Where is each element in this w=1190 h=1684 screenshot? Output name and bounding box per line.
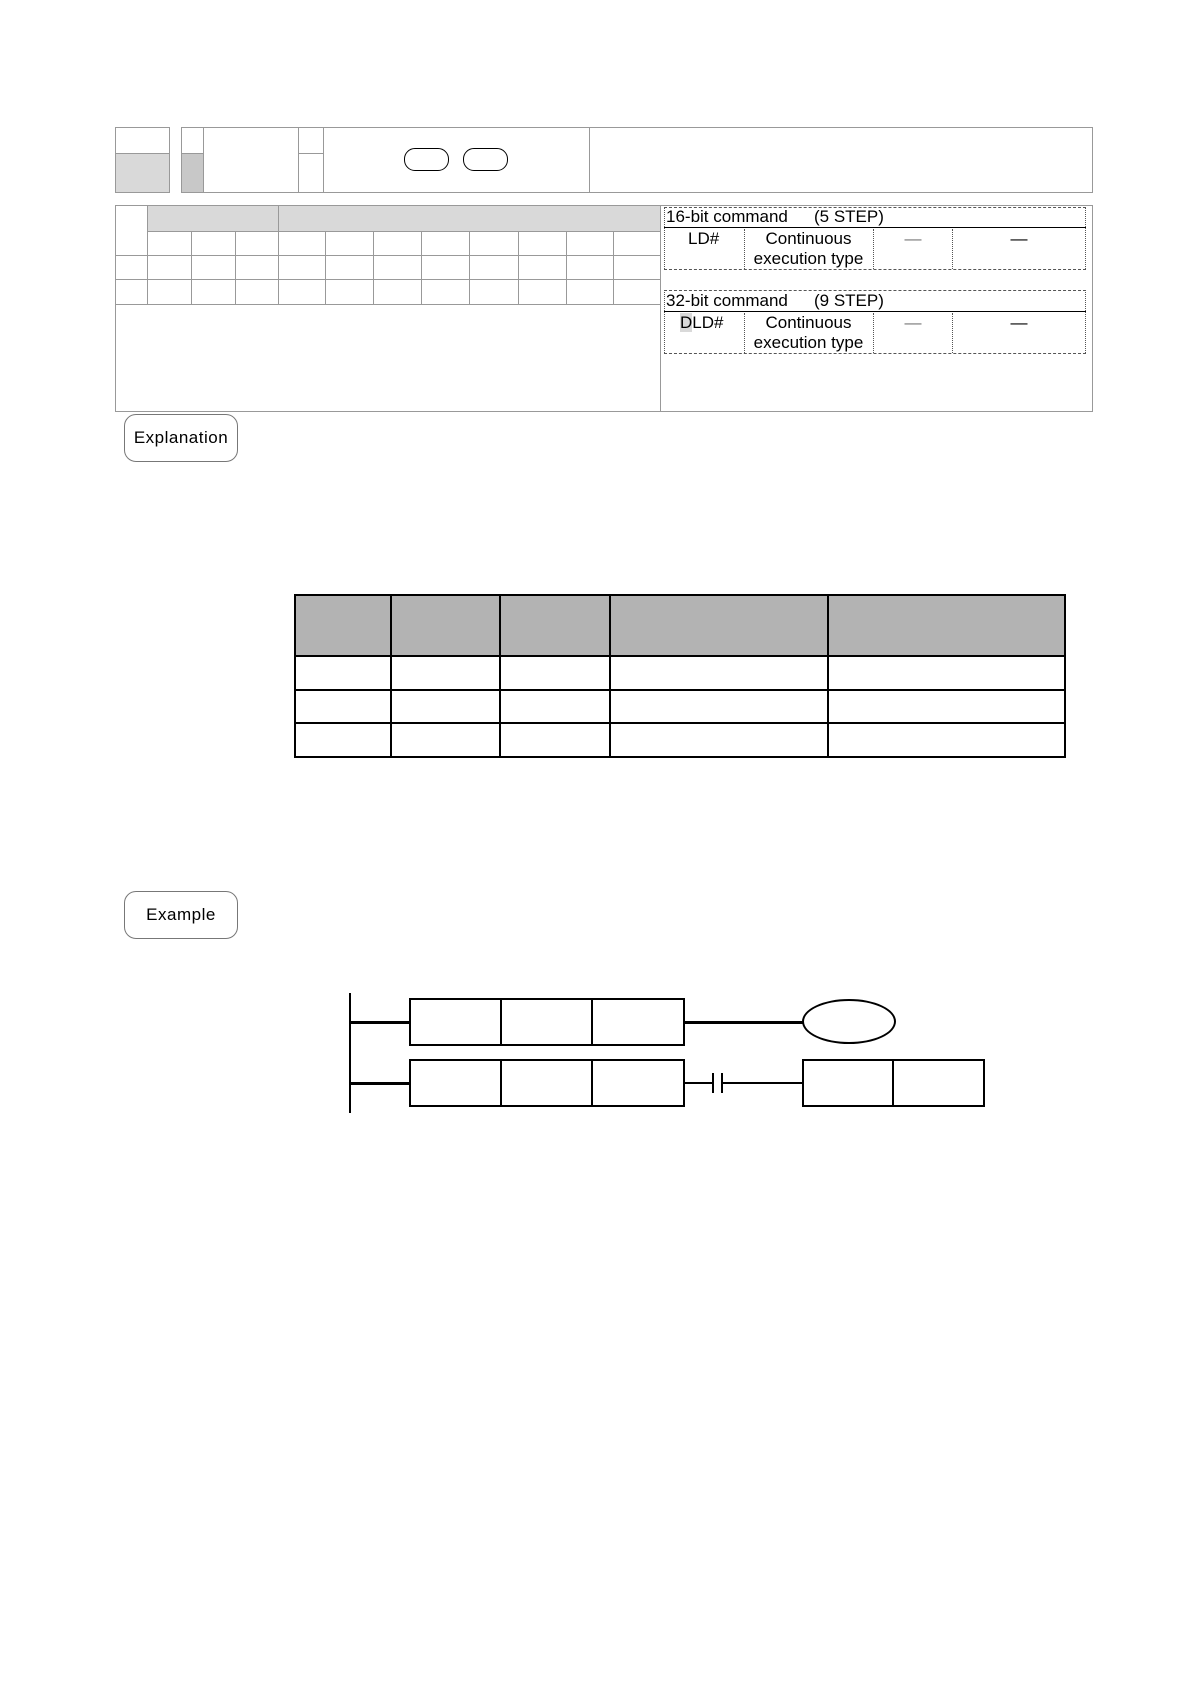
- cmd16-col3: —: [904, 229, 922, 248]
- device-table-colline: [325, 231, 326, 304]
- device-table-colline: [373, 231, 374, 304]
- cmd32-col3: —: [904, 313, 922, 332]
- cmd16-underline: [664, 227, 1086, 228]
- condition-table-rowline-1: [296, 655, 1064, 657]
- cmd32-vdiv-left: [664, 290, 665, 353]
- condition-table-rowline-3: [296, 722, 1064, 724]
- cmd32-underline: [664, 311, 1086, 312]
- example-tag: Example: [124, 891, 238, 939]
- cmd32-exec-type-line1: Continuous: [765, 313, 852, 332]
- rung2-line-out: [723, 1082, 803, 1084]
- device-table-colline: [469, 231, 470, 304]
- header-cell-mnemonic-shade: [182, 153, 203, 192]
- rung2-box-divider: [591, 1059, 593, 1107]
- header-cell-operands-vdivider: [323, 128, 324, 192]
- header-cell-api-shade: [116, 153, 169, 192]
- cmd32-mnemonic-prefix: D: [680, 313, 693, 332]
- cmd32-vdiv-right: [1085, 290, 1086, 353]
- rung2-output-box-divider: [892, 1059, 894, 1107]
- device-table-colline: [421, 231, 422, 304]
- cmd16-col4: —: [1010, 229, 1028, 248]
- condition-table-rowline-2: [296, 689, 1064, 691]
- cmd16-mnemonic: LD#: [688, 229, 720, 248]
- device-table-colline: [235, 231, 236, 304]
- cmd32-exec-type-line2: execution type: [753, 333, 864, 352]
- rung1-box-divider: [500, 998, 502, 1046]
- cmd32-bottom-dashline: [664, 353, 1086, 354]
- condition-table-colline: [499, 596, 501, 756]
- device-table-rowline-1: [147, 231, 660, 232]
- rung1-box-divider: [591, 998, 593, 1046]
- condition-table-colline: [609, 596, 611, 756]
- cmd32-mnemonic: [680, 313, 723, 333]
- explanation-tag: Explanation: [124, 414, 238, 462]
- cmd16-steps: (5 STEP): [814, 207, 884, 226]
- rung2-line-in: [350, 1082, 410, 1085]
- rung2-ld-instruction-box: [409, 1059, 685, 1107]
- operand-pill-2: [463, 148, 508, 171]
- cmd32-steps: (9 STEP): [814, 291, 884, 310]
- header-cell-operands-divider: [299, 153, 323, 154]
- rung2-line-mid: [685, 1082, 712, 1084]
- cmd16-header: 16-bit command: [666, 207, 788, 226]
- cmd16-vdiv-right: [1085, 207, 1086, 269]
- rung1-line-in: [350, 1021, 410, 1024]
- device-table-head-word: [279, 206, 660, 231]
- device-table: [115, 205, 661, 412]
- cmd32-mnemonic-rest: LD#: [692, 313, 724, 332]
- device-table-colline: [191, 231, 192, 304]
- header-cell-mnemonic-divider: [203, 128, 204, 192]
- cmd16-exec-type-line1: Continuous: [765, 229, 852, 248]
- rung2-contact-bar-left: [712, 1073, 714, 1093]
- cmd32-col4: —: [1010, 313, 1028, 332]
- device-table-rowline-4: [116, 304, 660, 305]
- device-table-rowline-3: [116, 279, 660, 280]
- rung1-line-out: [685, 1021, 803, 1024]
- operand-pill-1: [404, 148, 449, 171]
- cmd16-exec-type-line2: execution type: [753, 249, 864, 268]
- device-table-colline: [518, 231, 519, 304]
- ladder-left-rail: [349, 993, 351, 1113]
- device-table-colline: [278, 231, 279, 304]
- condition-table-colline: [390, 596, 392, 756]
- rung1-ld-instruction-box: [409, 998, 685, 1046]
- condition-table-colline: [827, 596, 829, 756]
- condition-table-head: [296, 596, 1064, 655]
- device-table-head-sep: [278, 206, 279, 231]
- device-table-colline: [566, 231, 567, 304]
- cmd16-vdiv-left: [664, 207, 665, 269]
- device-table-rowline-2: [116, 255, 660, 256]
- rung2-box-divider: [500, 1059, 502, 1107]
- cmd16-bottom-dashline: [664, 269, 1086, 270]
- cmd32-header: 32-bit command: [666, 291, 788, 310]
- device-table-colline: [613, 231, 614, 304]
- header-cell-function: [589, 127, 1093, 193]
- device-table-head-bit: [147, 206, 278, 231]
- rung1-output-coil: [802, 999, 896, 1044]
